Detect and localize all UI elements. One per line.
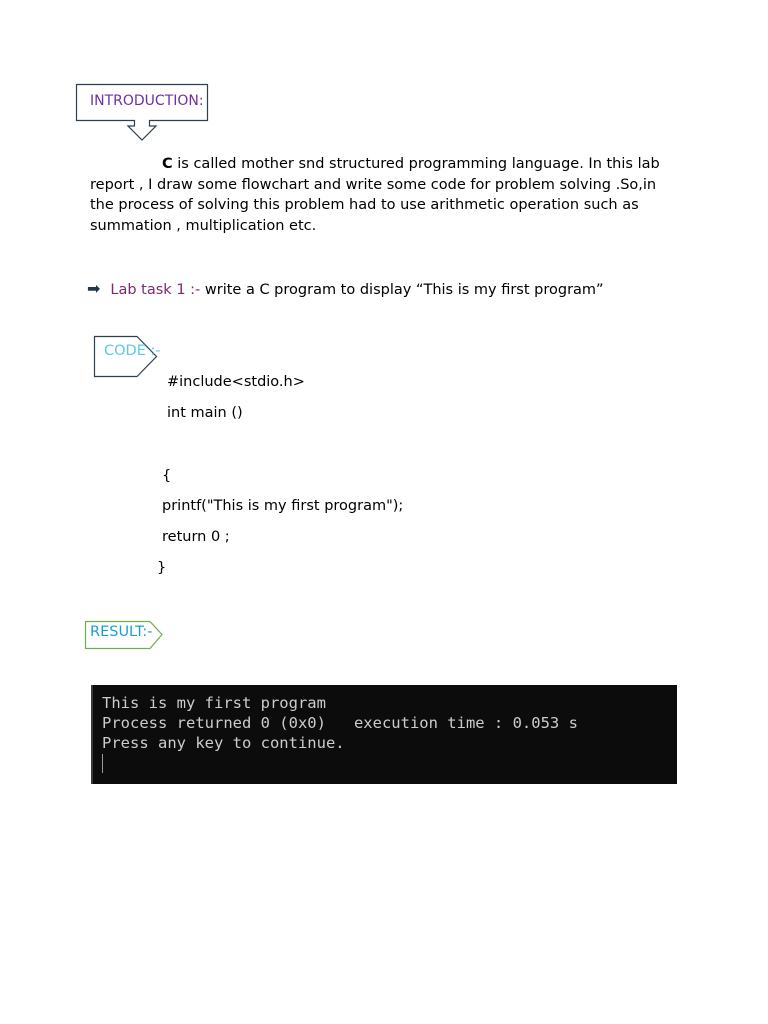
- paragraph-text: is called mother snd structured programming language. In this lab report , I draw some flowchart and write some code for problem solving .So,in the process of solving this problem had to use arithmetic operation such as summation , multiplication etc.: [90, 156, 660, 235]
- console-line-3: Press any key to continue.: [102, 734, 345, 752]
- result-heading: RESULT:-: [90, 624, 153, 640]
- console-cursor: [102, 754, 103, 773]
- console-line-1: This is my first program: [102, 694, 326, 712]
- lab-task-title: Lab task 1 :-: [110, 282, 201, 298]
- code-line-return: return 0 ;: [162, 529, 230, 545]
- console-output: [91, 685, 677, 784]
- lab-task: [87, 279, 604, 298]
- lab-task-description: write a C program to display “This is my first program”: [200, 282, 604, 298]
- code-heading: CODE :-: [104, 343, 161, 359]
- code-line-include: #include<stdio.h>: [167, 374, 305, 390]
- code-callout: [94, 336, 160, 377]
- code-line-printf: printf("This is my first program");: [162, 498, 404, 514]
- lead-word: C: [162, 156, 173, 172]
- code-line-main: int main (): [167, 405, 243, 421]
- introduction-callout: [76, 84, 208, 121]
- console-line-2: Process returned 0 (0x0) execution time : 0.053 s: [102, 714, 578, 732]
- introduction-paragraph: [90, 154, 670, 237]
- code-line-open-brace: {: [162, 468, 172, 484]
- right-arrow-icon: ➡: [87, 279, 101, 298]
- code-line-close-brace: }: [157, 560, 167, 576]
- result-callout: [85, 621, 163, 650]
- introduction-heading: INTRODUCTION:: [90, 93, 204, 109]
